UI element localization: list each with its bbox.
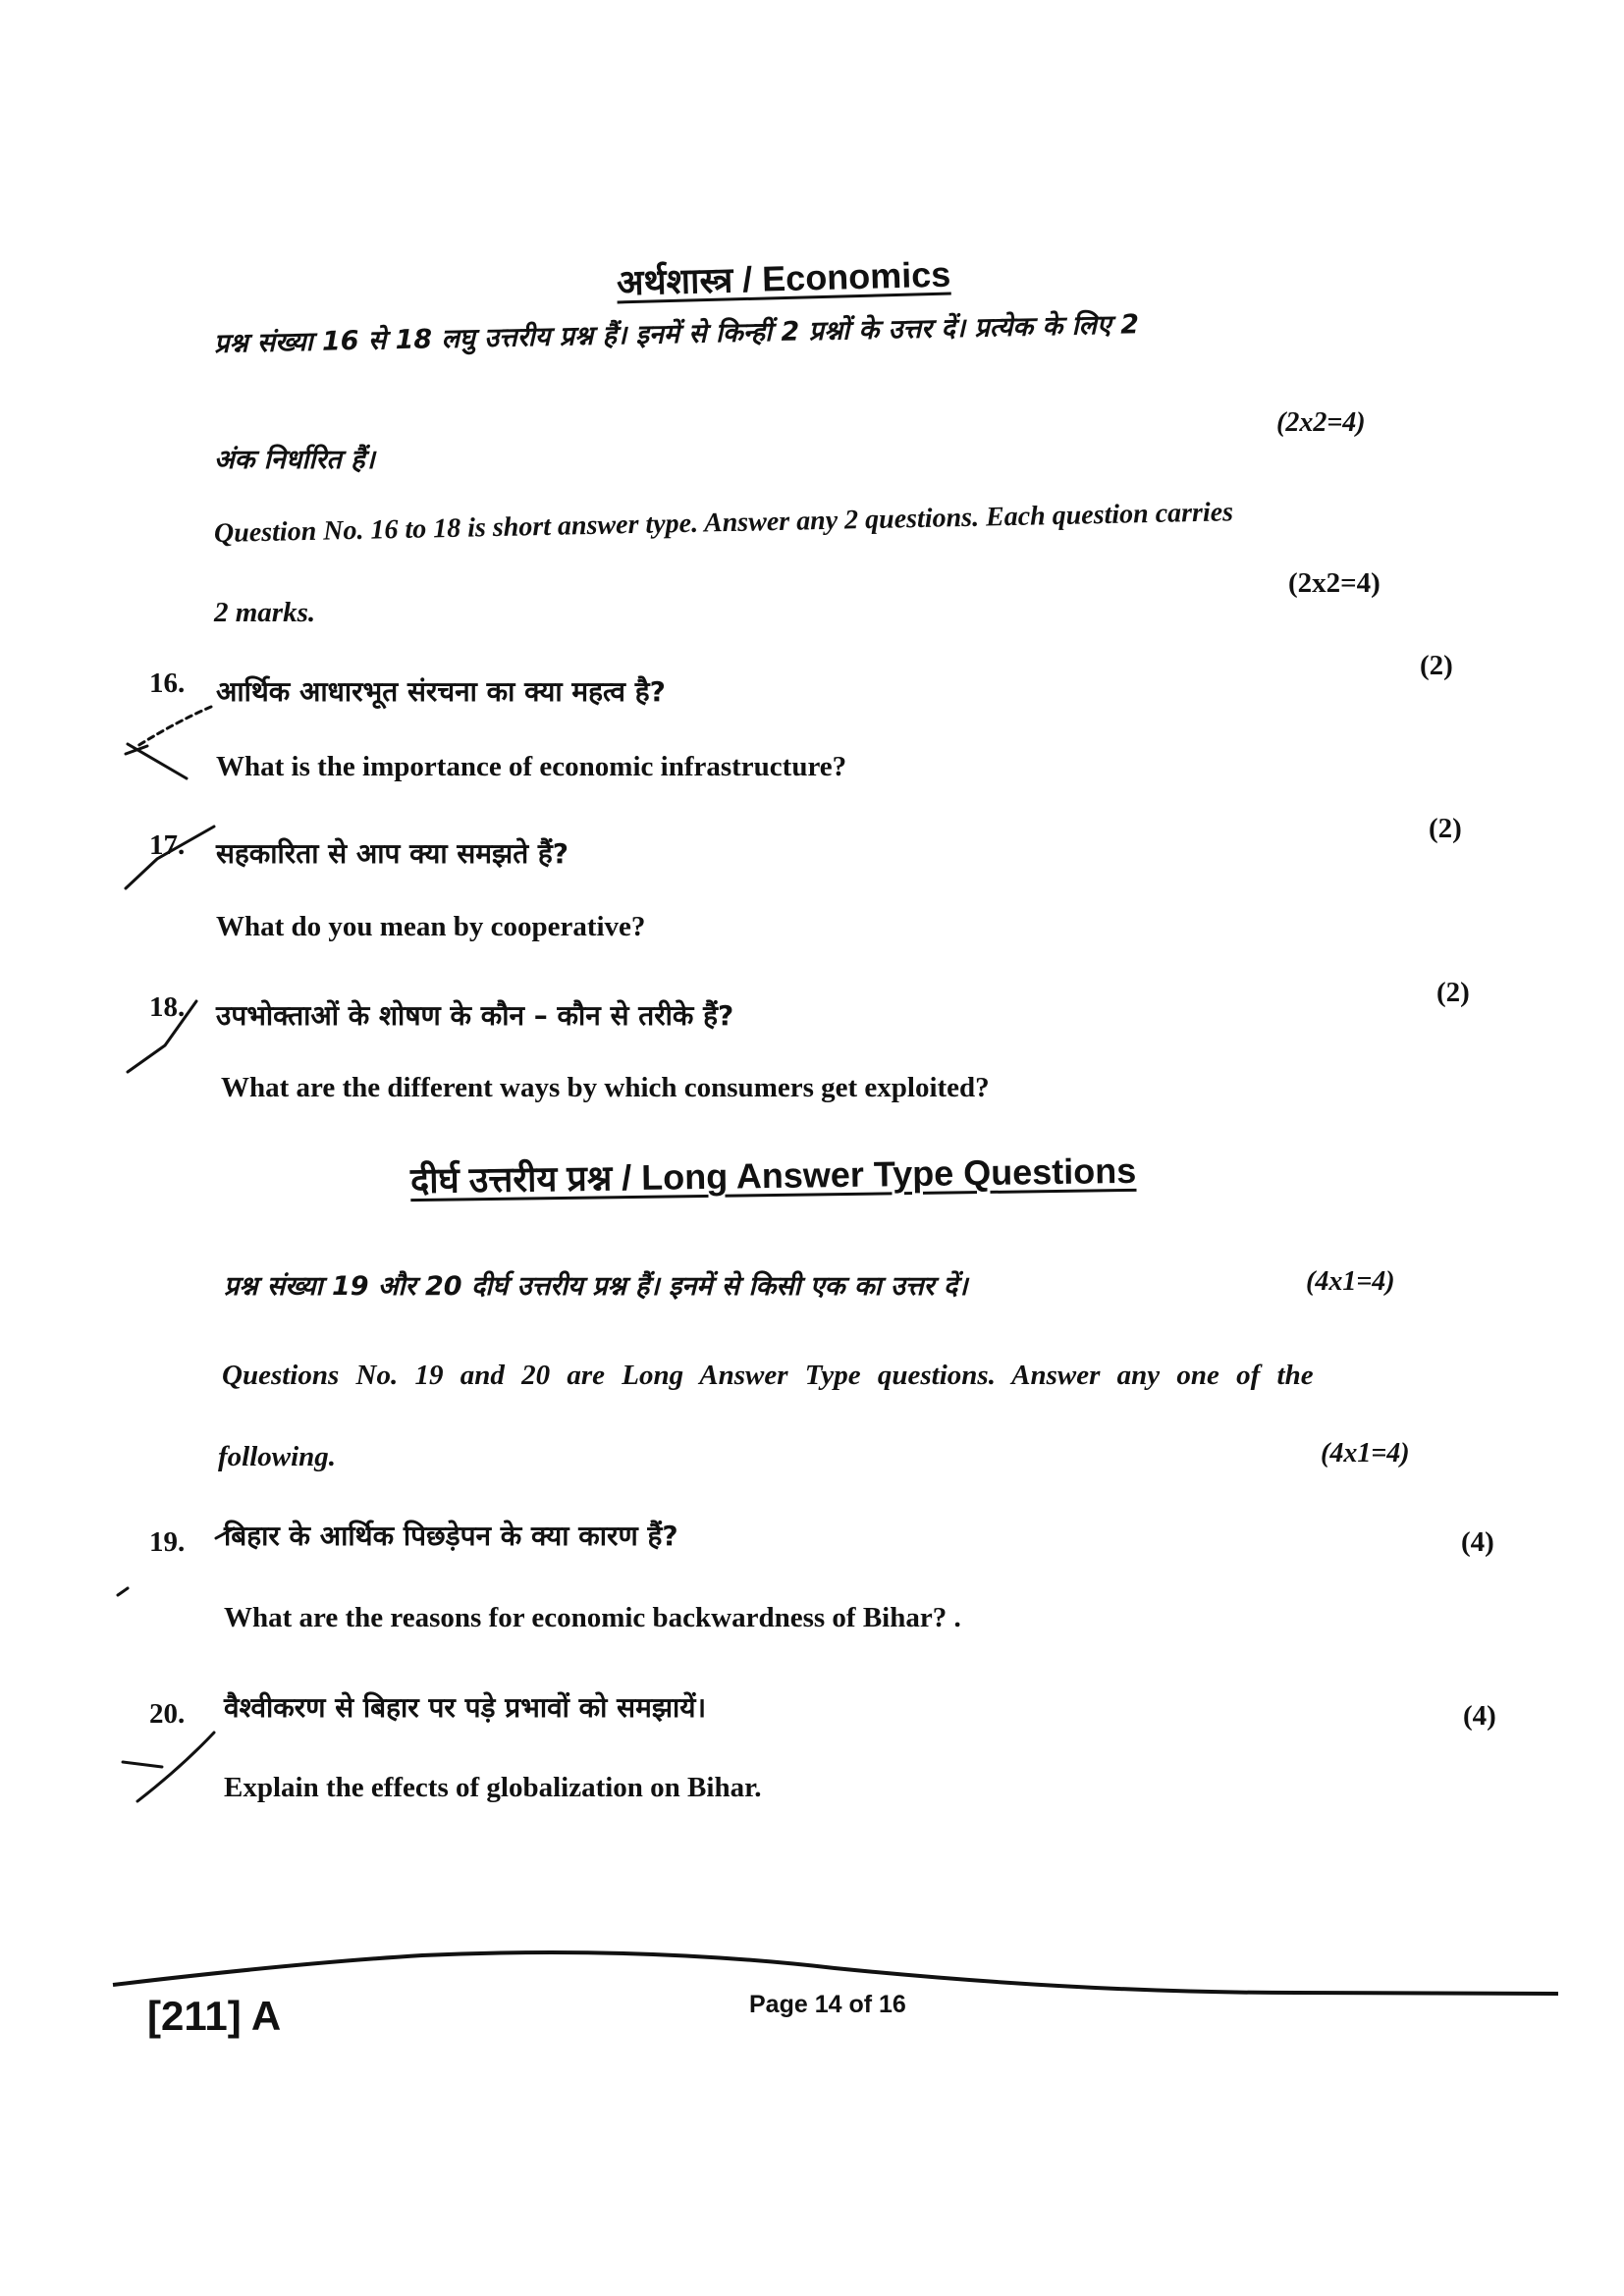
question-number: 19.: [149, 1526, 186, 1558]
question-marks: (2): [1429, 813, 1462, 844]
question-hindi: आर्थिक आधारभूत संरचना का क्या महत्व है?: [216, 675, 666, 708]
long-answer-section-title: दीर्घ उत्तरीय प्रश्न / Long Answer Type Questions: [409, 1149, 1137, 1201]
short-answer-instruction-english-line2: 2 marks.: [214, 597, 316, 628]
question-hindi: बिहार के आर्थिक पिछड़ेपन के क्या कारण हैं?: [224, 1520, 678, 1552]
question-hindi: वैश्वीकरण से बिहार पर पड़े प्रभावों को समझायें।: [224, 1691, 707, 1724]
short-answer-instruction-hindi-line1: प्रश्न संख्या 16 से 18 लघु उत्तरीय प्रश्न हैं। इनमें से किन्हीं 2 प्रश्नों के उत्तर दें। प्रत्येक के लिए 2: [213, 309, 1140, 359]
long-answer-instruction-hindi: प्रश्न संख्या 19 और 20 दीर्घ उत्तरीय प्रश्न हैं। इनमें से किसी एक का उत्तर दें।: [224, 1271, 968, 1302]
short-answer-instruction-hindi-line2: अंक निर्धारित हैं।: [214, 445, 375, 475]
short-answer-instruction-english-line1: Question No. 16 to 18 is short answer type. Answer any 2 questions. Each question carries: [213, 497, 1234, 549]
long-answer-instruction-english-line1: Questions No. 19 and 20 are Long Answer Type questions. Answer any one of the: [222, 1360, 1314, 1391]
question-english: What are the reasons for economic backwardness of Bihar? .: [224, 1602, 961, 1633]
short-answer-marks-hindi: (2x2=4): [1276, 407, 1366, 438]
question-marks: (4): [1461, 1526, 1494, 1558]
pen-cross-icon: [137, 1733, 214, 1801]
question-marks: (4): [1463, 1700, 1496, 1732]
pen-slash-icon: [128, 1001, 196, 1072]
question-hindi: उपभोक्ताओं के शोषण के कौन – कौन से तरीके हैं?: [216, 999, 734, 1032]
question-number: 17.: [149, 829, 186, 861]
question-marks: (2): [1436, 977, 1470, 1008]
long-answer-marks-english: (4x1=4): [1321, 1438, 1410, 1468]
question-number: 16.: [149, 667, 186, 699]
pen-tick-icon: [137, 707, 211, 746]
short-answer-marks-english: (2x2=4): [1288, 567, 1380, 599]
question-english: What is the importance of economic infrastructure?: [216, 751, 847, 782]
question-english: Explain the effects of globalization on Bihar.: [224, 1772, 762, 1803]
paper-code: [211] A: [147, 1993, 282, 2039]
question-hindi: सहकारिता से आप क्या समझते हैं?: [216, 837, 569, 870]
question-english: What do you mean by cooperative?: [216, 911, 646, 942]
footer-rule: [113, 1952, 1558, 1994]
question-marks: (2): [1420, 650, 1453, 681]
question-english: What are the different ways by which consumers get exploited?: [221, 1072, 990, 1103]
page-number: Page 14 of 16: [749, 1991, 906, 2018]
long-answer-marks-hindi: (4x1=4): [1306, 1266, 1395, 1297]
section-title: अर्थशास्त्र / Economics: [616, 253, 951, 303]
pen-tick-icon: [216, 1528, 234, 1538]
question-number: 18.: [149, 991, 186, 1023]
pen-slash-icon: [126, 827, 214, 888]
long-answer-instruction-english-line2: following.: [218, 1441, 337, 1472]
question-number: 20.: [149, 1698, 186, 1730]
